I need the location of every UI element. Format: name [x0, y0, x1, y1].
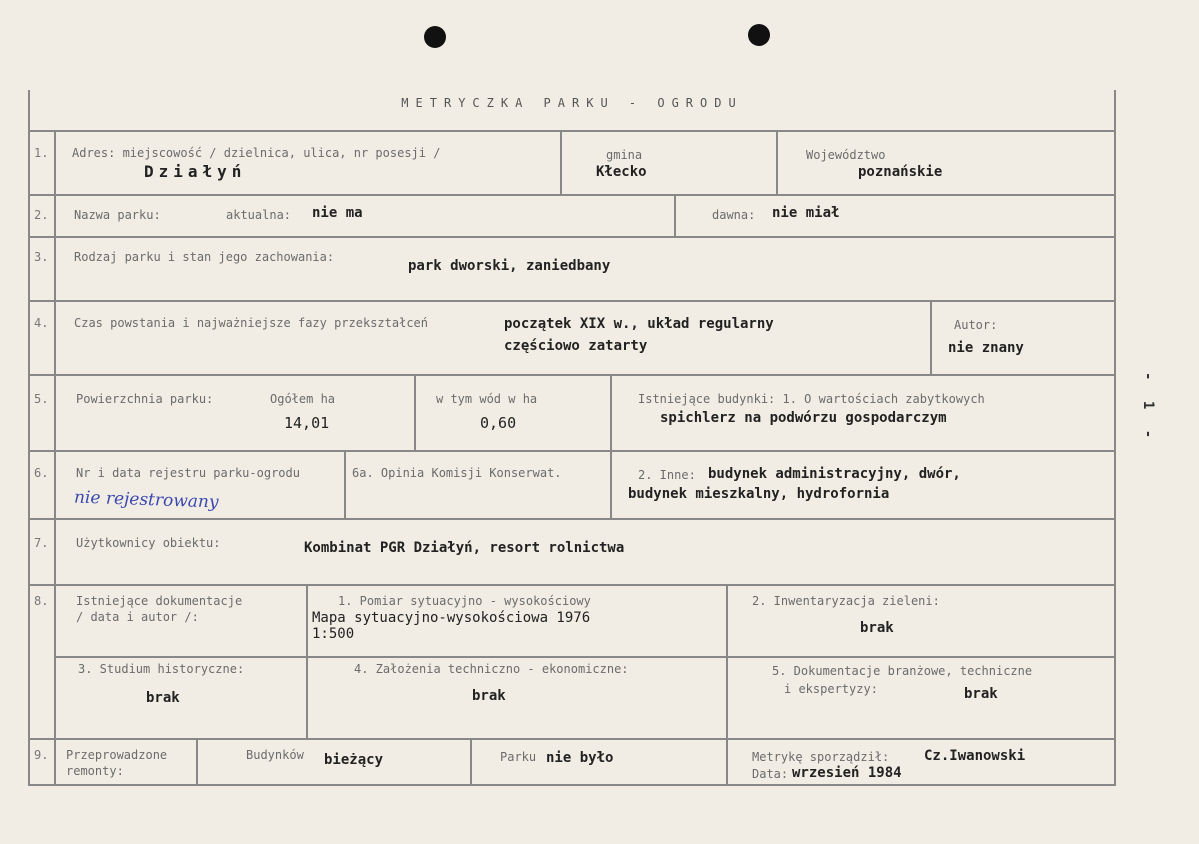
- rule-r7: [28, 584, 1116, 586]
- rule-r1: [28, 194, 1116, 196]
- row-number: 2.: [34, 208, 49, 222]
- rule-r9-b: [470, 738, 472, 786]
- row-number: 6.: [34, 466, 49, 480]
- rule-r5: [28, 450, 1116, 452]
- users-label: Użytkownicy obiektu:: [76, 536, 221, 550]
- address-label: Adres: miejscowość / dzielnica, ulica, nr posesji /: [72, 146, 441, 160]
- row-number: 3.: [34, 250, 49, 264]
- rule-bottom: [28, 784, 1116, 786]
- branch-docs-value: brak: [964, 686, 998, 702]
- register-handwritten-value: nie rejestrowany: [73, 487, 219, 513]
- rule-top: [28, 130, 1116, 132]
- conservator-opinion-label: 6a. Opinia Komisji Konserwat.: [352, 466, 562, 480]
- row-number: 8.: [34, 594, 49, 608]
- documentation-label-2: / data i autor /:: [76, 610, 199, 624]
- creation-time-label: Czas powstania i najważniejsze fazy przekształceń: [74, 316, 429, 330]
- historical-study-label: 3. Studium historyczne:: [78, 662, 245, 676]
- row-number: 4.: [34, 316, 49, 330]
- rule-r1-b: [776, 130, 778, 196]
- date-value: wrzesień 1984: [792, 765, 902, 781]
- documentation-label-1: Istniejące dokumentacje: [76, 594, 243, 608]
- greenery-inventory-value: brak: [860, 620, 894, 636]
- row-number: 1.: [34, 146, 49, 160]
- rule-left: [28, 90, 30, 786]
- survey-label: 1. Pomiar sytuacyjno - wysokościowy: [338, 594, 591, 608]
- author-label: Autor:: [954, 318, 998, 332]
- water-area-label: w tym wód w ha: [436, 392, 538, 406]
- branch-docs-label-2: i ekspertyzy:: [784, 682, 878, 696]
- form-title: METRYCZKA PARKU - OGRODU: [401, 96, 743, 110]
- rule-r9-a: [196, 738, 198, 786]
- register-label: Nr i data rejestru parku-ogrodu: [76, 466, 300, 480]
- rule-r6: [344, 450, 346, 520]
- total-area-value: 14,01: [284, 414, 330, 432]
- rule-r8b: [28, 738, 1116, 740]
- rule-r4: [28, 374, 1116, 376]
- greenery-inventory-label: 2. Inwentaryzacja zieleni:: [752, 594, 940, 608]
- rule-r3: [28, 300, 1116, 302]
- current-name-value: nie ma: [312, 205, 363, 221]
- rule-r8-b: [726, 584, 728, 740]
- park-type-value: park dworski, zaniedbany: [408, 258, 611, 274]
- former-name-label: dawna:: [712, 208, 756, 222]
- rule-r5-b: [610, 374, 612, 520]
- rule-right: [1114, 90, 1116, 786]
- other-buildings-label: 2. Inne:: [638, 468, 696, 482]
- other-buildings-value-2: budynek mieszkalny, hydrofornia: [628, 486, 890, 502]
- rule-r2: [28, 236, 1116, 238]
- voivodeship-label: Województwo: [806, 148, 886, 162]
- tech-econ-label: 4. Założenia techniczno - ekonomiczne:: [354, 662, 629, 676]
- park-repairs-value: nie było: [546, 750, 614, 766]
- rule-r6: [28, 518, 1116, 520]
- rule-r5-a: [414, 374, 416, 452]
- row-number: 9.: [34, 748, 49, 762]
- historical-study-value: brak: [146, 690, 180, 706]
- other-buildings-value-1: budynek administracyjny, dwór,: [708, 466, 961, 482]
- repairs-label-2: remonty:: [66, 764, 124, 778]
- rule-r9-c: [726, 738, 728, 786]
- park-repairs-label: Parku: [500, 750, 537, 764]
- survey-value-1: Mapa sytuacyjno-wysokościowa 1976: [312, 610, 591, 626]
- gmina-label: gmina: [606, 148, 643, 162]
- total-area-label: Ogółem ha: [270, 392, 336, 406]
- park-name-label: Nazwa parku:: [74, 208, 161, 222]
- buildings-label: Istniejące budynki: 1. O wartościach zabytkowych: [638, 392, 985, 406]
- building-repairs-value: bieżący: [324, 752, 384, 768]
- rule-num-col: [54, 130, 56, 786]
- users-value: Kombinat PGR Działyń, resort rolnictwa: [304, 540, 625, 556]
- gmina-value: Kłecko: [596, 164, 647, 180]
- rule-r2: [674, 194, 676, 238]
- row-number: 5.: [34, 392, 49, 406]
- rule-r8-a: [306, 584, 308, 740]
- date-label: Data:: [752, 767, 789, 781]
- prepared-by-value: Cz.Iwanowski: [924, 748, 1026, 764]
- page-number: - 1 -: [1140, 372, 1156, 445]
- punch-hole-right: [748, 24, 770, 46]
- author-value: nie znany: [948, 340, 1024, 356]
- water-area-value: 0,60: [480, 414, 517, 432]
- building-repairs-label: Budynków: [246, 748, 304, 762]
- rule-r4: [930, 300, 932, 376]
- prepared-by-label: Metrykę sporządził:: [752, 750, 890, 764]
- branch-docs-label-1: 5. Dokumentacje branżowe, techniczne: [772, 664, 1033, 678]
- rule-r8a: [54, 656, 1116, 658]
- current-name-label: aktualna:: [226, 208, 292, 222]
- area-label: Powierzchnia parku:: [76, 392, 214, 406]
- buildings-value: spichlerz na podwórzu gospodarczym: [660, 410, 947, 426]
- creation-time-value-2: częściowo zatarty: [504, 338, 648, 354]
- park-type-label: Rodzaj parku i stan jego zachowania:: [74, 250, 335, 264]
- voivodeship-value: poznańskie: [858, 164, 943, 180]
- rule-r1-a: [560, 130, 562, 196]
- repairs-label-1: Przeprowadzone: [66, 748, 168, 762]
- address-value: Działyń: [144, 162, 247, 181]
- tech-econ-value: brak: [472, 688, 506, 704]
- survey-value-2: 1:500: [312, 626, 355, 642]
- punch-hole-left: [424, 26, 446, 48]
- row-number: 7.: [34, 536, 49, 550]
- creation-time-value-1: początek XIX w., układ regularny: [504, 316, 774, 332]
- park-record-form: [28, 90, 1116, 784]
- former-name-value: nie miał: [772, 205, 840, 221]
